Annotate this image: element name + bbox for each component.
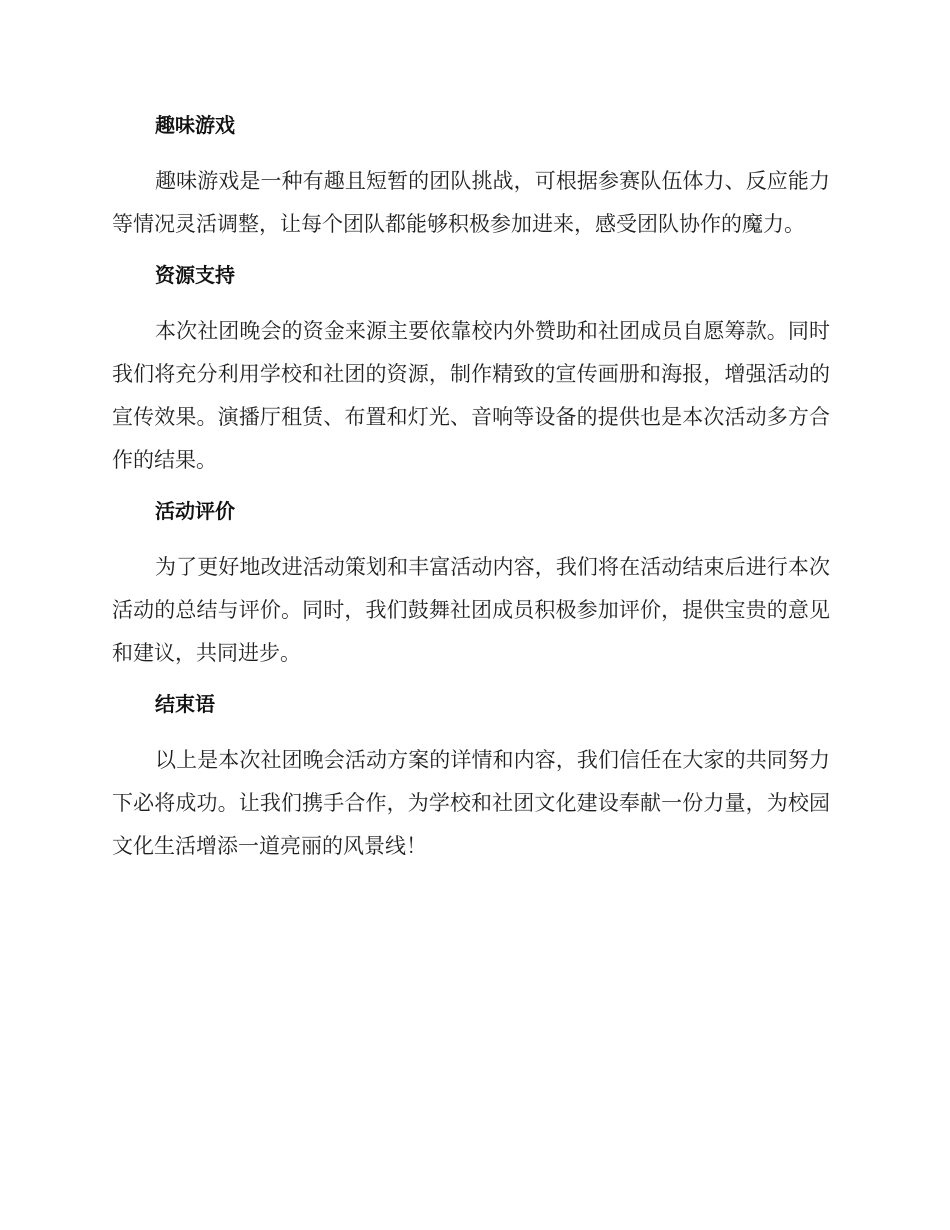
section-paragraph: 本次社团晚会的资金来源主要依靠校内外赞助和社团成员自愿筹款。同时我们将充分利用学校和社团的资源，制作精致的宣传画册和海报，增强活动的宣传效果。演播厅租赁、布置和灯光、音响等设备的提供也是本次活动多方合作的结果。 bbox=[112, 319, 830, 472]
section-heading: 趣味游戏 bbox=[155, 113, 235, 137]
section-conclusion bbox=[112, 689, 830, 868]
section-heading: 活动评价 bbox=[155, 499, 235, 523]
section-fun-games bbox=[112, 110, 830, 246]
document-page bbox=[112, 110, 830, 882]
section-paragraph: 趣味游戏是一种有趣且短暂的团队挑战，可根据参赛队伍体力、反应能力等情况灵活调整，让每个团队都能够积极参加进来，感受团队协作的魔力。 bbox=[112, 169, 830, 236]
section-paragraph: 以上是本次社团晚会活动方案的详情和内容，我们信任在大家的共同努力下必将成功。让我们携手合作，为学校和社团文化建设奉献一份力量，为校园文化生活增添一道亮丽的风景线！ bbox=[112, 748, 830, 858]
section-paragraph: 为了更好地改进活动策划和丰富活动内容，我们将在活动结束后进行本次活动的总结与评价。同时，我们鼓舞社团成员积极参加评价，提供宝贵的意见和建议，共同进步。 bbox=[112, 555, 830, 665]
section-heading: 结束语 bbox=[155, 692, 215, 716]
section-activity-evaluation bbox=[112, 496, 830, 675]
section-heading: 资源支持 bbox=[155, 263, 235, 287]
section-resource-support bbox=[112, 260, 830, 482]
